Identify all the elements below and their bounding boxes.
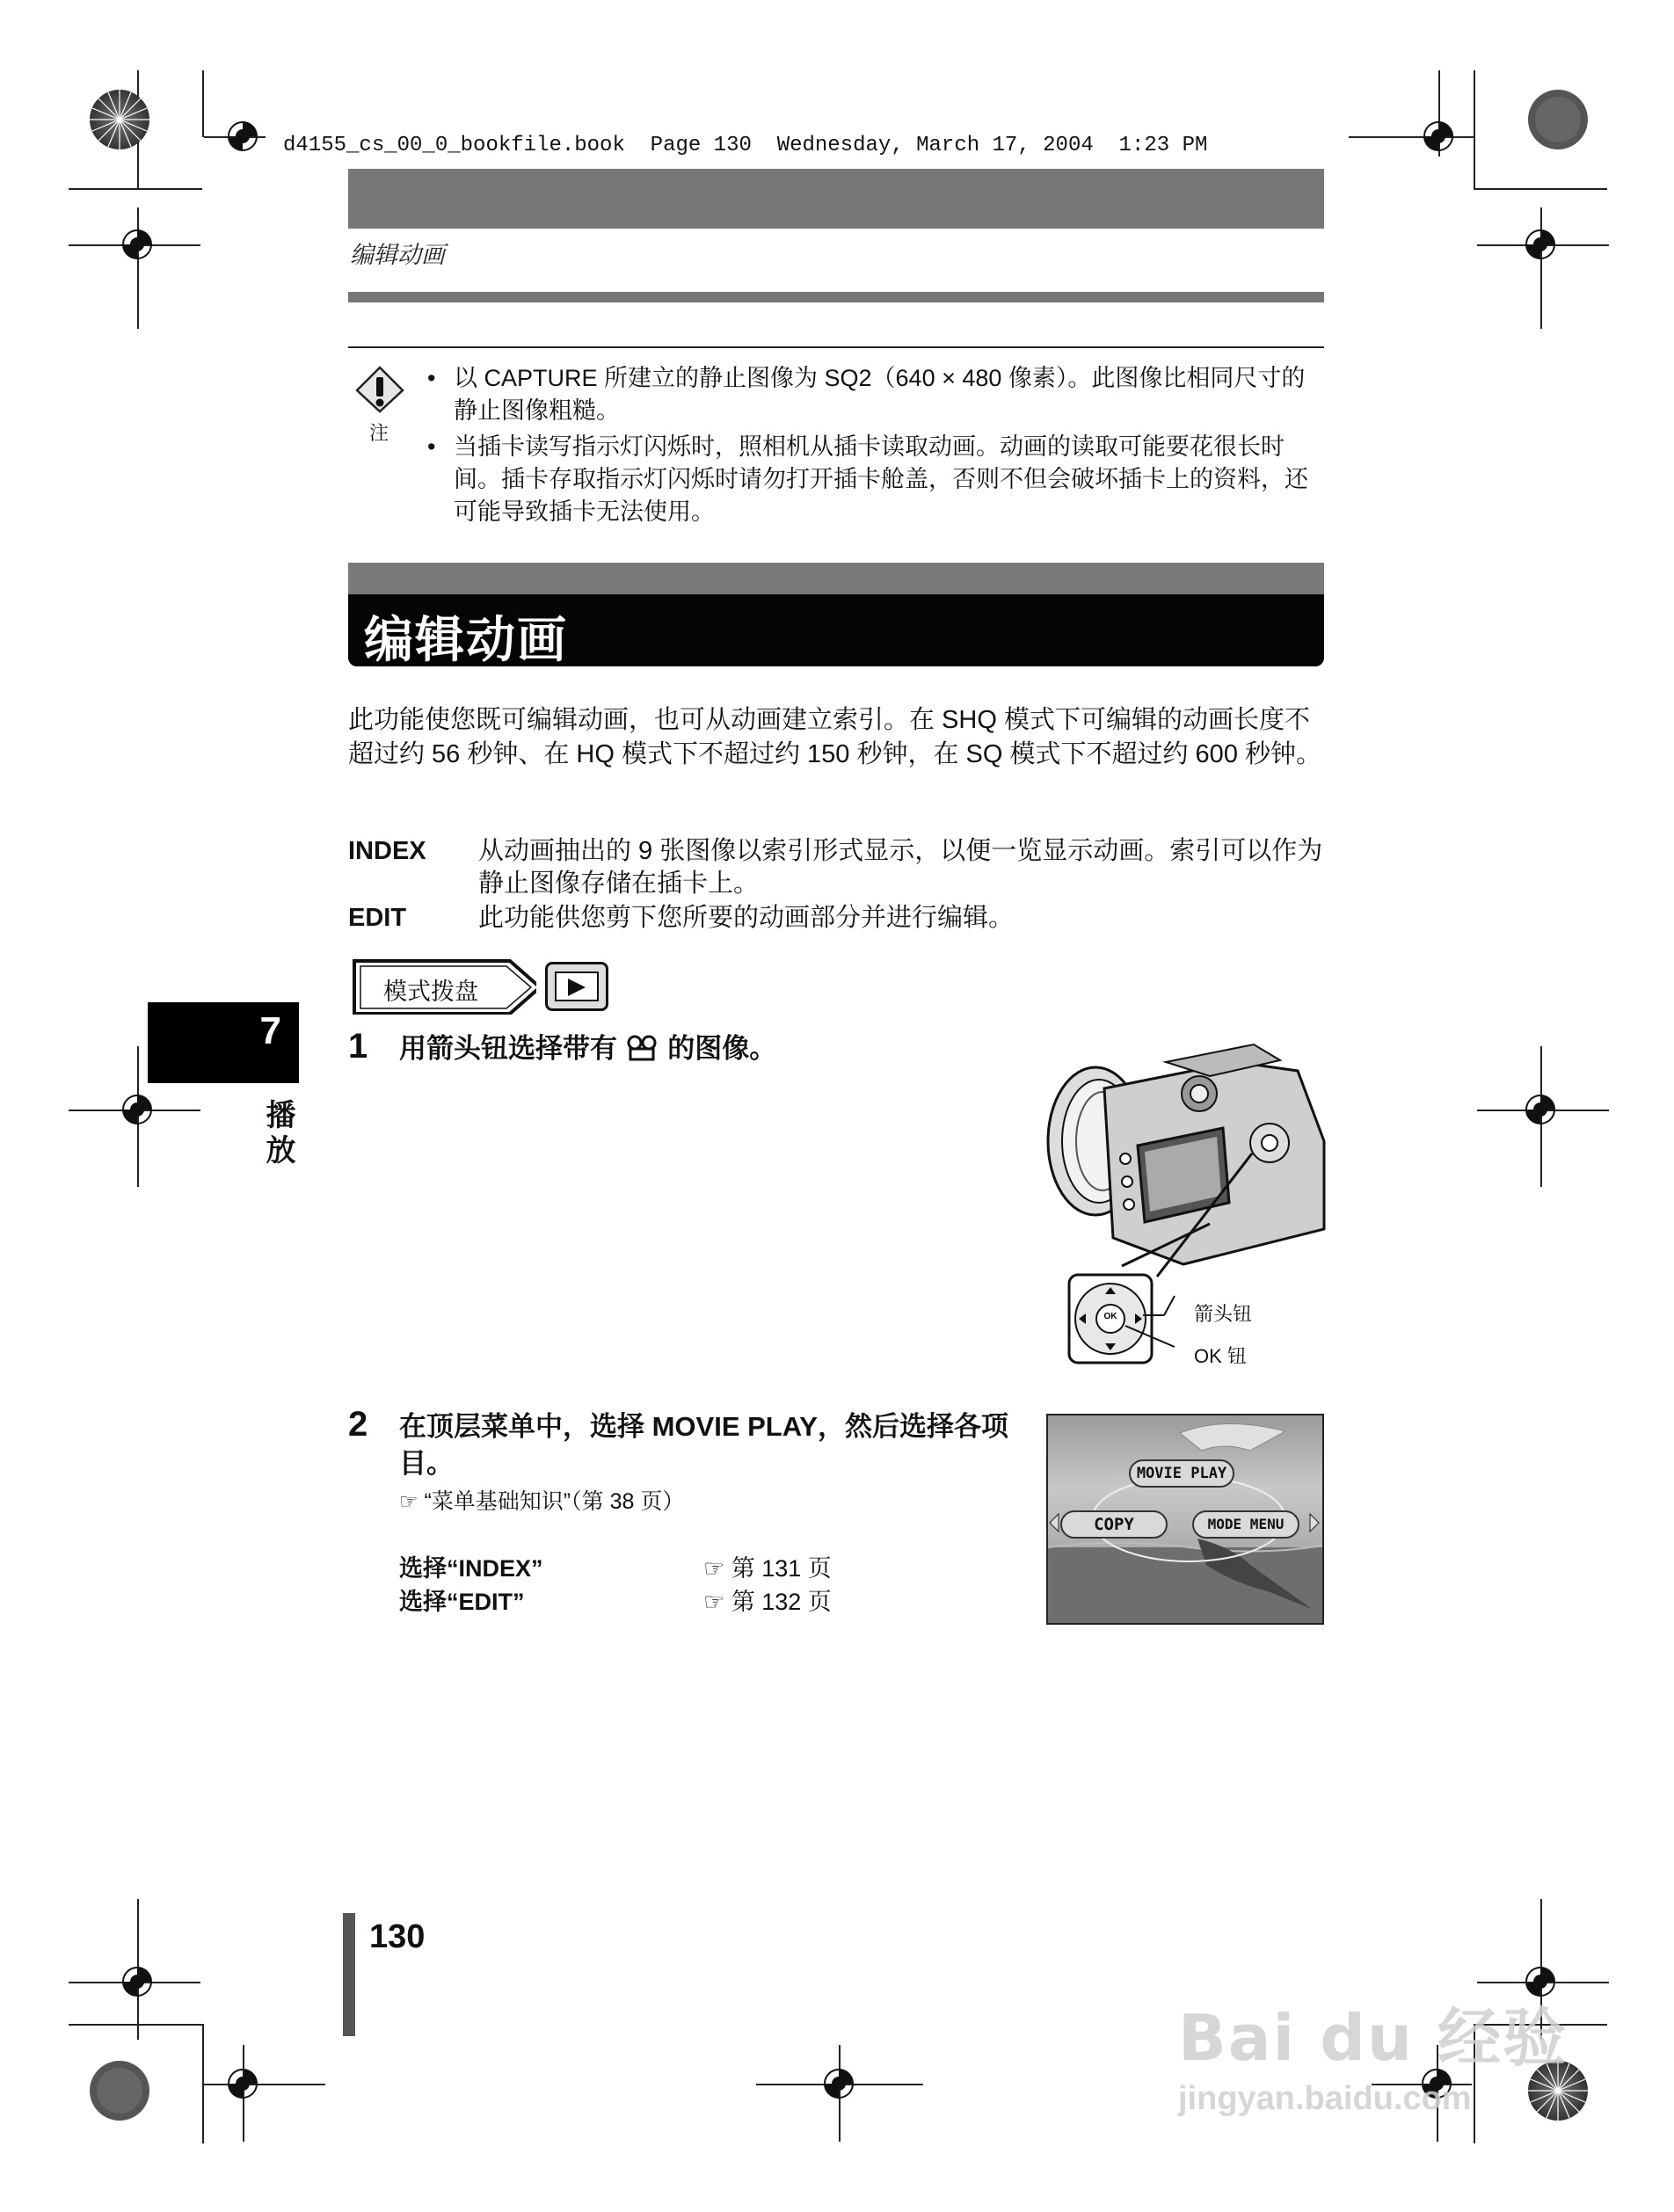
- section-label: 编辑动画: [350, 242, 445, 268]
- print-header: d4155_cs_00_0_bookfile.book Page 130 Wednesday, March 17, 2004 1:23 PM: [283, 134, 1208, 157]
- chapter-label: 播放: [261, 1099, 295, 1169]
- ok-button-text: OK: [1103, 1312, 1117, 1321]
- arrow-button-callout: 箭头钮: [1194, 1303, 1253, 1325]
- mode-dial-label: 模式拨盘: [383, 979, 478, 1005]
- lcd-copy: COPY: [1060, 1510, 1168, 1539]
- chapter-tab: [148, 1002, 299, 1083]
- lcd-left-arrow-icon: [1048, 1512, 1060, 1533]
- page-number-bar: [343, 1913, 355, 2036]
- choice-index-label: 选择“INDEX”: [399, 1555, 543, 1582]
- step-2-number: 2: [348, 1405, 368, 1444]
- page-number: 130: [369, 1918, 426, 1955]
- watermark-url: jingyan.baidu.com: [1178, 2080, 1472, 2117]
- reference-hand-icon: ☞: [399, 1490, 418, 1514]
- watermark: [1178, 1987, 1568, 2118]
- def-edit: 此功能供您剪下您所要的动画部分并进行编辑。: [478, 904, 1015, 932]
- note-item: • 以 CAPTURE 所建立的静止图像为 SQ2（640 × 480 像素）。此图像比相同尺寸的静止图像粗糙。: [420, 362, 1326, 427]
- step-1-text: 用箭头钮选择带有 的图像。: [399, 1033, 777, 1064]
- intro-paragraph: 此功能使您既可编辑动画，也可从动画建立索引。在 SHQ 模式下可编辑的动画长度不超过约 56 秒钟、在 HQ 模式下不超过约 150 秒钟，在 SQ 模式下不超过约 600 秒钟。: [348, 706, 1321, 768]
- lcd-menu-screenshot: [1046, 1414, 1324, 1625]
- lcd-right-arrow-icon: [1308, 1512, 1321, 1533]
- term-index: INDEX: [348, 837, 426, 865]
- def-index: 从动画抽出的 9 张图像以索引形式显示，以便一览显示动画。索引可以作为静止图像存储在插卡上。: [478, 837, 1323, 898]
- header-bar: [348, 169, 1324, 229]
- note-rule: [348, 346, 1324, 348]
- note-icon-label: 注: [369, 422, 389, 444]
- watermark-logo: Bai du 经验: [1178, 2001, 1568, 2075]
- choice-edit-label: 选择“EDIT”: [399, 1589, 525, 1615]
- reference-hand-icon: ☞: [703, 1589, 725, 1615]
- term-edit: EDIT: [348, 904, 407, 932]
- page-title: 编辑动画: [364, 612, 568, 667]
- choice-edit-ref: ☞ 第 132 页: [703, 1589, 832, 1615]
- note-item: • 当插卡读写指示灯闪烁时，照相机从插卡读取动画。动画的读取可能要花很长时间。插卡存取指示灯闪烁时请勿打开插卡舱盖，否则不但会破坏插卡上的资料，还可能导致插卡无法使用。: [420, 431, 1326, 528]
- camera-illustration: [1034, 1036, 1333, 1370]
- step-2-text: 在顶层菜单中，选择 MOVIE PLAY，然后选择各项目。: [399, 1411, 1008, 1479]
- step-1-number: 1: [348, 1027, 368, 1066]
- play-mode-icon: [545, 962, 608, 1011]
- chapter-number: 7: [259, 1009, 281, 1052]
- caution-icon: [353, 364, 406, 413]
- ok-button-callout: OK 钮: [1194, 1345, 1247, 1367]
- lcd-mode-menu: MODE MENU: [1192, 1510, 1299, 1539]
- heading-top-band: [348, 563, 1324, 594]
- note-list: [420, 362, 1326, 532]
- menu-basics-reference: ☞ “菜单基础知识”（第 38 页）: [399, 1489, 685, 1514]
- movie-icon: [625, 1035, 660, 1061]
- header-rule: [348, 292, 1324, 302]
- choice-index-ref: ☞ 第 131 页: [703, 1555, 832, 1582]
- lcd-movie-play: MOVIE PLAY: [1129, 1459, 1234, 1488]
- reference-hand-icon: ☞: [703, 1555, 725, 1582]
